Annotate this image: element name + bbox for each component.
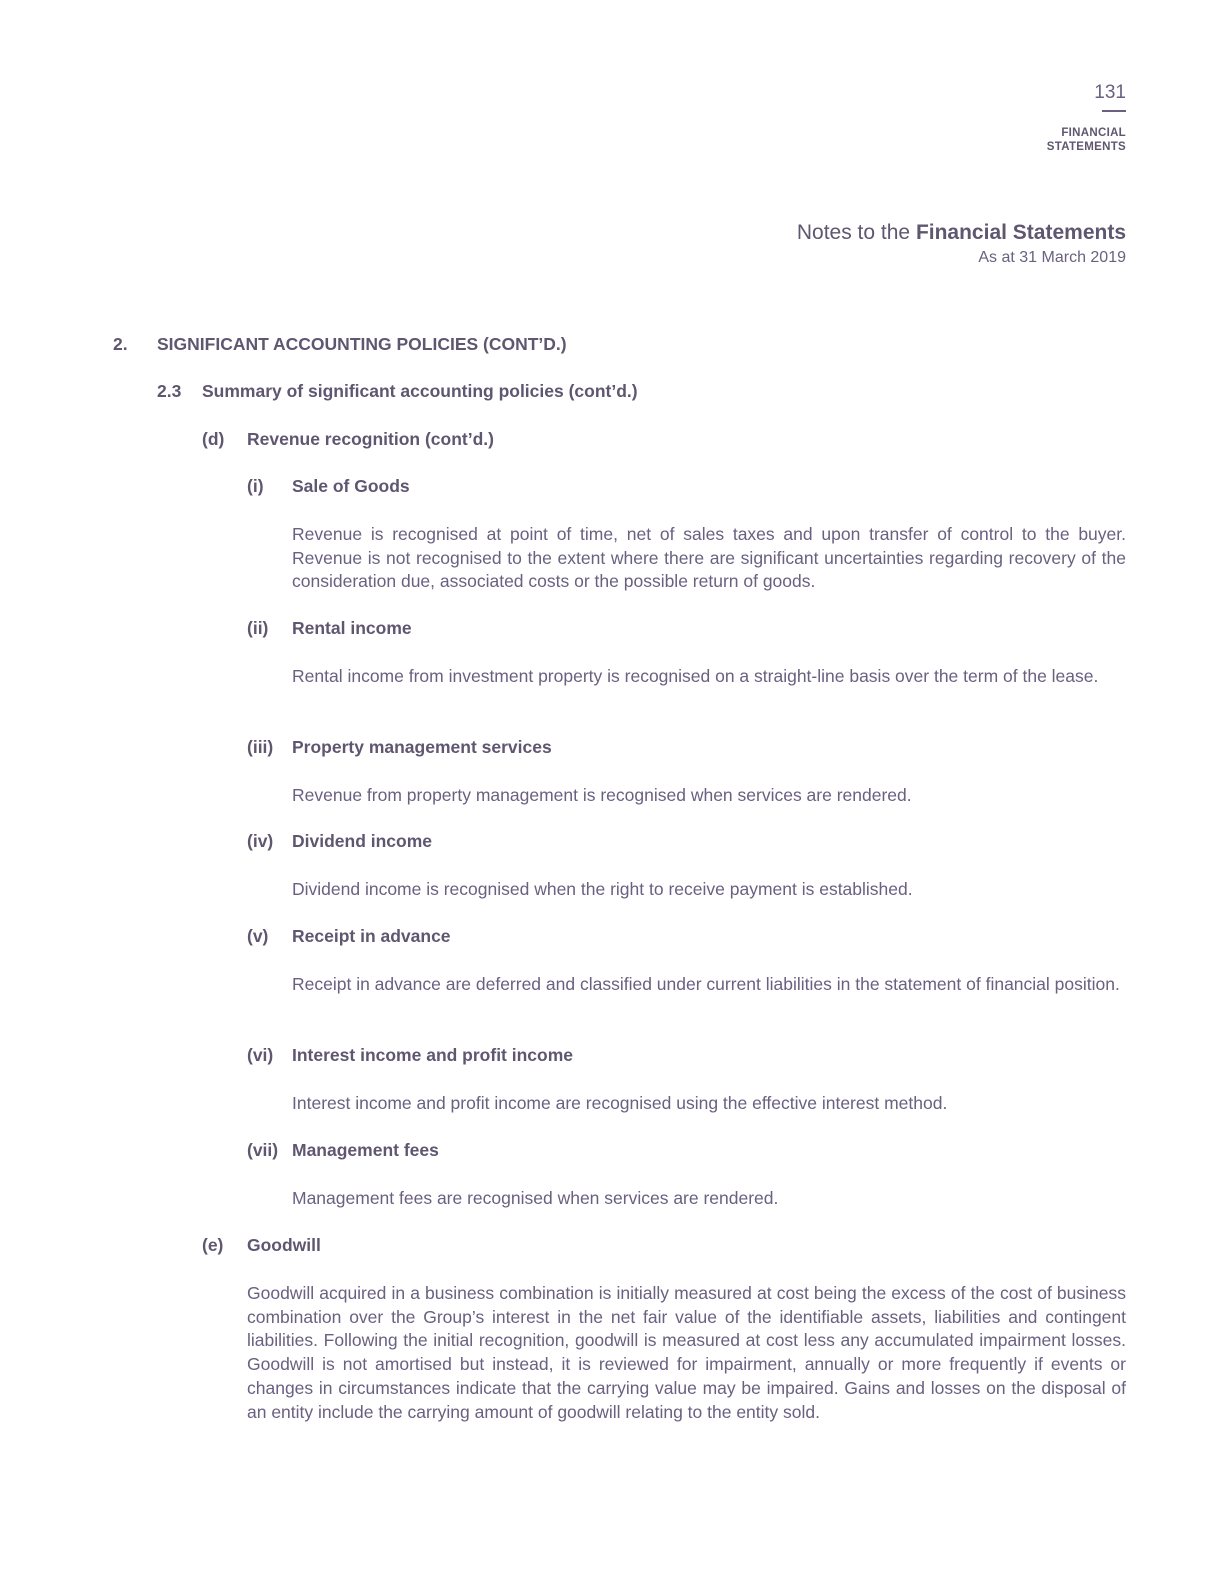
item-title: Receipt in advance: [292, 926, 451, 946]
item-paragraph: Dividend income is recognised when the right to receive payment is established.: [292, 879, 913, 899]
item-number: (iv): [247, 831, 274, 851]
notes-title: [797, 221, 1126, 245]
subsection-number: 2.3: [157, 381, 182, 401]
item-paragraph: Management fees are recognised when services are rendered.: [292, 1188, 779, 1208]
item-paragraph: Revenue is recognised at point of time, net of sales taxes and upon transfer of control to the buyer. Revenue is not recognised to the extent where there are significant uncertainties regarding recovery of the consideration due, associated costs or the possible return of goods.: [292, 524, 1126, 592]
item-number: (i): [247, 476, 264, 496]
item-title: Dividend income: [292, 831, 433, 851]
item-title: Management fees: [292, 1140, 439, 1160]
page-number-rule: [1102, 110, 1126, 112]
goodwill-paragraph: Goodwill acquired in a business combination is initially measured at cost being the excess of the cost of business combination over the Group’s interest in the net fair value of the identifiable assets, liabilities and contingent liabilities. Following the initial recognition, goodwill is measured at cost less any accumulated impairment losses. Goodwill is not amortised but instead, it is reviewed for impairment, annually or more frequently if events or changes in circumstances indicate that the carrying value may be impaired. Gains and losses on the disposal of an entity include the carrying amount of goodwill relating to the entity sold.: [247, 1283, 1126, 1422]
item-paragraph: Interest income and profit income are recognised using the effective interest method.: [292, 1093, 948, 1113]
part-e-number: (e): [202, 1235, 224, 1255]
item-number: (iii): [247, 737, 274, 757]
item-title: Interest income and profit income: [292, 1045, 574, 1065]
item-paragraph: Receipt in advance are deferred and classified under current liabilities in the statement of financial position.: [292, 974, 1120, 994]
part-d-title: Revenue recognition (cont’d.): [247, 429, 494, 449]
part-d-number: (d): [202, 429, 225, 449]
item-number: (vii): [247, 1140, 279, 1160]
part-e-title: Goodwill: [247, 1235, 321, 1255]
notes-date: As at 31 March 2019: [978, 249, 1126, 266]
item-number: (ii): [247, 618, 269, 638]
item-number: (vi): [247, 1045, 274, 1065]
subsection-title: Summary of significant accounting policies (cont’d.): [202, 381, 638, 401]
section-tag: [1047, 126, 1126, 154]
section-tag-line2: STATEMENTS: [1046, 141, 1126, 153]
item-paragraph: Rental income from investment property is recognised on a straight-line basis over the term of the lease.: [292, 666, 1099, 686]
notes-title-bold: Financial Statements: [915, 221, 1126, 244]
item-title: Rental income: [292, 618, 412, 638]
section-title: SIGNIFICANT ACCOUNTING POLICIES (CONT’D.): [157, 334, 567, 354]
item-number: (v): [247, 926, 269, 946]
notes-title-prefix: Notes to the: [796, 221, 916, 244]
item-paragraph: Revenue from property management is recognised when services are rendered.: [292, 785, 912, 805]
item-title: Property management services: [292, 737, 552, 757]
section-number: 2.: [113, 334, 128, 354]
item-title: Sale of Goods: [292, 476, 410, 496]
section-tag-line1: FINANCIAL: [1061, 127, 1126, 139]
page-number: 131: [1094, 82, 1126, 103]
